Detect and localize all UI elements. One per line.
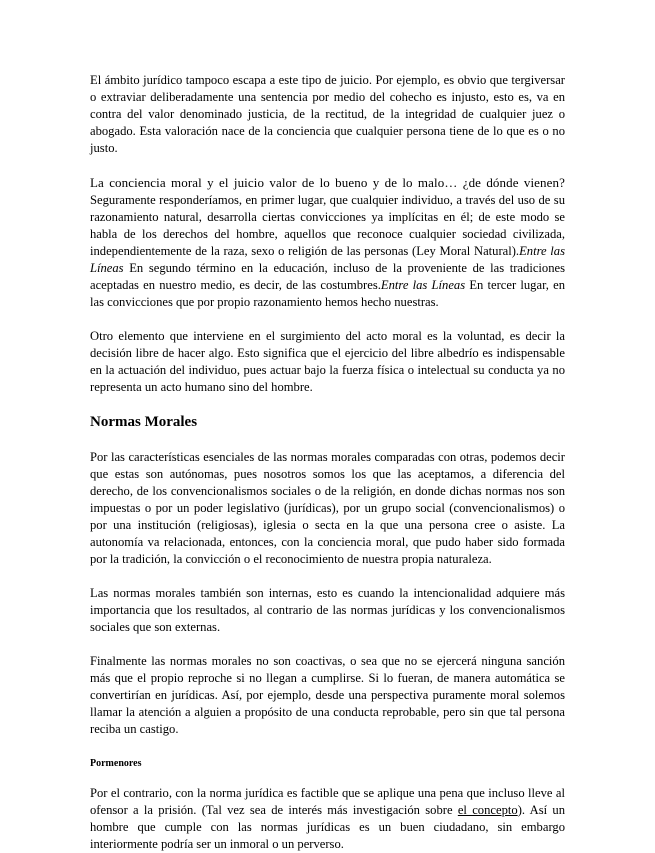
paragraph-juicio-juridico: El ámbito jurídico tampoco escapa a este tipo de juicio. Por ejemplo, es obvio que tergiversar o extraviar deliberadamente una sentencia por medio del cohecho es injusto, esto es, va en contra del valor denominado justicia, de la rectitud, de la integridad de cualquier juez o abogado. Esta valoración nace de la conciencia que cualquier persona tiene de lo que es o no justo. [90,73,565,155]
paragraph-no-coactivas: Finalmente las normas morales no son coactivas, o sea que no se ejercerá ninguna sanción más que el propio reproche si no llegan a cumplirse. Si lo fueran, de manera automática se convertirían en jurídicas. Así, por ejemplo, desde una perspectiva puramente moral solemos llamar la atención a alguien a propósito de una conducta reprobable, pero sin que tal persona reciba un castigo. [90,654,565,736]
paragraph-autonomas: Por las características esenciales de las normas morales comparadas con otras, podemos decir que estas son autónomas, pues nosotros somos los que las aceptamos, a diferencia del derecho, de los convencionalismos sociales o de la religión, en donde dichas normas nos son impuestas o por un poder legislativo (jurídicas), por un grupo social (convencionalismos) o por una institución (religiosas), iglesia o secta en la que una persona cree o asiste. La autonomía va relacionada, entonces, con la conciencia moral, que pudo haber sido formada por la tradición, la convicción o el reconocimiento de nuestra propia naturaleza. [90,450,565,566]
paragraph-text: Por el contrario, con la norma jurídica es factible que se aplique una pena que incluso lleve al ofensor a la prisión. (Tal vez sea de interés más investigación sobre [90,786,565,817]
emphasis-entre-lineas: Entre las Líneas [380,278,466,292]
link-el-concepto[interactable]: el concepto [457,803,518,817]
paragraph-text: ). Así un hombre que cumple con las normas jurídicas es un buen ciudadano, sin embargo interiormente podría ser un inmoral o un perverso. [90,803,565,851]
paragraph-text: Seguramente responderíamos, en primer lugar, que cualquier individuo, a través del uso de su razonamiento natural, desarrolla ciertas convicciones ya implícitas en él; de este modo se habla de los derechos del hombre, aquellos que reconoce cualquier sociedad civilizada, independientemente de la raza, sexo o religión de las personas (Ley Moral Natural). [90,193,565,258]
heading-normas-morales: Normas Morales [90,414,198,430]
paragraph-conciencia-moral [90,174,565,311]
paragraph-text: En segundo término en la educación, incluso de la proveniente de las tradiciones aceptadas en nuestro medio, es decir, de las costumbres. [90,261,565,292]
paragraph-norma-juridica [90,785,565,853]
lead-question: La conciencia moral y el juicio valor de lo bueno y de lo malo… ¿de dónde vienen? [90,175,565,190]
heading-pormenores: Pormenores [90,758,142,769]
paragraph-internas: Las normas morales también son internas, esto es cuando la intencionalidad adquiere más importancia que los resultados, al contrario de las normas jurídicas y los convencionalismos sociales que son externas. [90,586,565,634]
paragraph-text: En tercer lugar, en las convicciones que por propio razonamiento hemos hecho nuestras. [90,278,565,309]
text-column [90,72,565,853]
paragraph-voluntad: Otro elemento que interviene en el surgimiento del acto moral es la voluntad, es decir la decisión libre de hacer algo. Esto significa que el ejercicio del libre albedrío es indispensable en la actuación del individuo, pues actuar bajo la fuerza física o intelectual su conducta ya no representa un acto humano sino del hombre. [90,329,565,394]
emphasis-entre-lineas: Entre las Líneas [90,244,565,275]
